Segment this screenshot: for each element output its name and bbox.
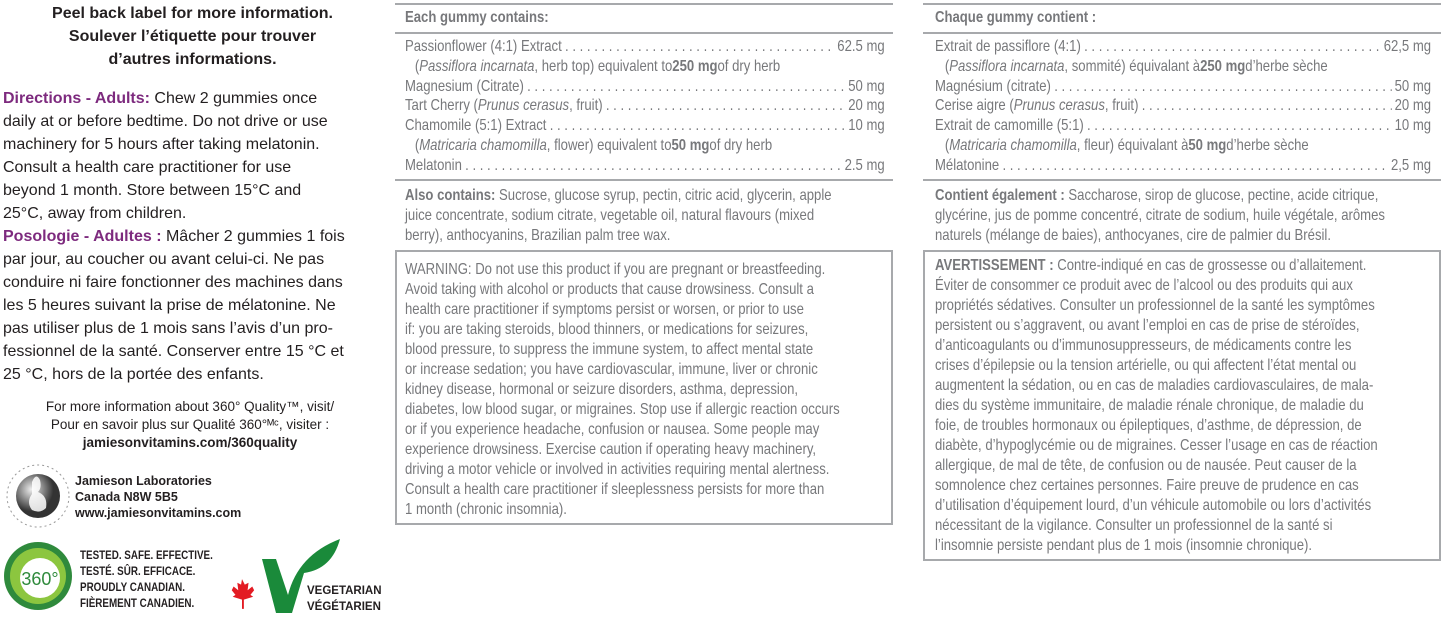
ingredient-amount: 20 mg <box>848 97 885 115</box>
english-warning <box>405 260 885 520</box>
text-segment: or if you experience headache, confusion or nausea. Some people may <box>405 421 820 438</box>
text-segment: , fruit) <box>1104 97 1139 115</box>
text-segment: of dry herb <box>717 57 781 75</box>
dot-leader <box>606 96 845 116</box>
text-segment: Chamomile (5:1) Extract <box>405 117 547 135</box>
text-segment: nécessitant de la vigilance. Consulter un professionnel de la santé si <box>935 517 1333 534</box>
directions-line <box>3 271 345 294</box>
text-segment: of dry herb <box>709 136 773 154</box>
english-ingredients <box>405 37 885 176</box>
ingredient-row <box>405 96 885 116</box>
dot-leader <box>1087 116 1391 136</box>
text-segment: d’utilisation d’équipement lourd, d’un véhicule automobile ou lors d’activités <box>935 497 1372 514</box>
warning-line <box>405 500 885 520</box>
text-segment: Magnésium (citrate) <box>935 77 1051 95</box>
maple-leaf-icon <box>228 578 256 610</box>
also-contains-line <box>405 206 885 226</box>
english-also-contains <box>405 186 885 246</box>
text-segment: juice concentrate, sodium citrate, vegetable oil, natural flavours (mixed <box>405 207 815 224</box>
section-heading: Posologie - Adultes : <box>3 228 162 245</box>
english-supplement-header: Each gummy contains: <box>405 9 549 26</box>
peel-back-fr-2: d’autres informations. <box>108 51 277 68</box>
french-panel <box>923 0 1443 565</box>
ingredient-row <box>935 96 1431 116</box>
ingredient-row <box>935 116 1431 136</box>
peel-back-fr-1: Soulever l’étiquette pour trouver <box>68 28 317 45</box>
warning-line <box>405 440 885 460</box>
warning-line <box>935 476 1431 496</box>
ingredient-row <box>405 116 885 136</box>
text-segment: Extrait de camomille (5:1) <box>935 117 1084 135</box>
directions-line <box>3 87 345 110</box>
text-segment: conduire ni faire fonctionner des machines dans <box>3 274 343 291</box>
vegetarian-en: VEGETARIAN <box>307 585 382 597</box>
ingredient-amount: 50 mg <box>848 77 885 95</box>
bold-text: 250 mg <box>1200 57 1246 75</box>
english-panel <box>395 0 895 530</box>
warning-line <box>935 316 1431 336</box>
text-segment: persistent ou s’aggravent, ou avant l’emploi en cas de prise de stéroïdes, <box>935 317 1360 334</box>
ingredient-name <box>935 37 1081 57</box>
ingredient-name <box>935 156 999 176</box>
no-animal-testing-seal-icon <box>2 462 72 532</box>
text-segment: Passionflower (4:1) Extract <box>405 38 562 55</box>
dot-leader <box>1142 96 1392 116</box>
text-segment: Consult a health care practitioner if sleeplessness persists for more than <box>405 481 825 498</box>
ingredient-detail <box>935 136 1431 156</box>
text-segment: propriétés sédatives. Consulter un professionnel de la santé les symptômes <box>935 297 1375 314</box>
text-segment: allergique, de mal de tête, de confusion ou de nausée. Peut causer de la <box>935 457 1357 474</box>
french-also-contains <box>935 186 1431 246</box>
text-segment: Extrait de passiflore (4:1) <box>935 38 1081 55</box>
latin-name: Passiflora incarnata <box>419 57 535 75</box>
text-segment: if: you are taking steroids, blood thinners, or medications for seizures, <box>405 321 809 338</box>
text-segment: Mélatonine <box>935 156 1000 174</box>
text-segment: les 5 heures suivant la prise de mélatonine. Ne <box>3 297 336 314</box>
text-segment: Sucrose, glucose syrup, pectin, citric acid, glycerin, apple <box>495 187 832 204</box>
text-segment: blood pressure, to suppress the immune system, to affect mental state <box>405 341 814 358</box>
text-segment: d’herbe sèche <box>1245 57 1328 75</box>
text-segment: health care practitioner if symptoms persist or worsen, or prior to use <box>405 301 804 318</box>
ingredient-detail <box>935 57 1431 77</box>
quality-360-badge-icon <box>2 540 74 612</box>
text-segment: 1 month (chronic insomnia). <box>405 501 567 518</box>
more-info-fr: Pour en savoir plus sur Qualité 360°ᴹᶜ, visiter : <box>50 417 330 432</box>
text-segment: experience drowsiness. Exercise caution if operating heavy machinery, <box>405 441 817 458</box>
warning-line <box>935 376 1431 396</box>
warning-line <box>935 396 1431 416</box>
tested-claims <box>80 547 213 611</box>
claim-tested-fr: TESTÉ. SÛR. EFFICACE. <box>80 564 196 578</box>
more-info <box>0 399 380 453</box>
dot-leader <box>1084 37 1380 57</box>
warning-line <box>405 280 885 300</box>
text-segment: ( <box>414 136 420 154</box>
text-segment: daily at or before bedtime. Do not drive or use <box>3 113 328 130</box>
text-segment: l’insomnie persiste pendant plus de 1 mois (insomnie chronique). <box>935 537 1313 554</box>
also-contains-line <box>405 186 885 206</box>
ingredient-name <box>405 156 462 176</box>
text-segment: augmentent la sédation, ou en cas de maladies cardiovasculaires, de mala- <box>935 377 1374 394</box>
latin-name: Matricaria chamomilla <box>949 136 1077 154</box>
warning-line <box>405 300 885 320</box>
directions-line <box>3 225 345 248</box>
french-warning <box>935 256 1431 556</box>
text-segment: d’anticoagulants ou d’immunosuppresseurs, de médicaments contre les <box>935 337 1352 354</box>
text-segment: diabète, d’hypoglycémie ou de migraines. Cesser l’usage en cas de réaction <box>935 437 1378 454</box>
warning-line <box>405 460 885 480</box>
warning-line <box>405 400 885 420</box>
ingredient-row <box>405 156 885 176</box>
ingredient-name <box>405 37 562 57</box>
warning-line <box>935 536 1431 556</box>
text-segment: foie, de troubles hormonaux ou épileptiques, d’asthme, de dépression, de <box>935 417 1362 434</box>
directions-line <box>3 202 345 225</box>
bold-text: 250 mg <box>672 57 718 75</box>
text-segment: , herb top) equivalent to <box>534 57 673 75</box>
text-segment: diabetes, low blood sugar, or migraines. Stop use if allergic reaction occurs <box>405 401 840 418</box>
text-segment: naturels (mélange de baies), anthocyanes, cire de palmier du Brésil. <box>935 227 1331 244</box>
warning-line <box>935 496 1431 516</box>
bold-text: Contient également : <box>935 187 1065 204</box>
warning-line <box>935 416 1431 436</box>
text-segment: Avoid taking with alcohol or products that cause drowsiness. Consult a <box>405 281 814 298</box>
ingredient-name <box>935 77 1051 97</box>
text-segment: Contre-indiqué en cas de grossesse ou d’allaitement. <box>1053 257 1367 274</box>
directions-text <box>3 87 345 386</box>
text-segment: glycérine, jus de pomme concentré, citrate de sodium, huile végétale, arômes <box>935 207 1385 224</box>
warning-line <box>935 436 1431 456</box>
bold-text: Also contains: <box>405 187 496 204</box>
ingredient-row <box>935 77 1431 97</box>
company-website[interactable]: www.jamiesonvitamins.com <box>75 506 242 520</box>
warning-line <box>405 260 885 280</box>
ingredient-name <box>405 96 603 116</box>
text-segment: kidney disease, hormonal or seizure disorders, asthma, depression, <box>405 381 799 398</box>
ingredient-row <box>935 156 1431 176</box>
vegetarian-label <box>307 583 382 615</box>
latin-name: Prunus cerasus <box>477 97 570 115</box>
warning-line <box>935 276 1431 296</box>
french-supplement-header: Chaque gummy contient : <box>935 9 1097 26</box>
directions-line <box>3 133 345 156</box>
directions-line <box>3 248 345 271</box>
latin-name: Passiflora incarnata <box>949 57 1065 75</box>
text-segment: , fruit) <box>569 97 603 115</box>
also-contains-line <box>935 186 1431 206</box>
section-heading: Directions - Adults: <box>3 90 150 107</box>
text-segment: par jour, au coucher ou avant celui-ci. Ne pas <box>3 251 325 268</box>
warning-line <box>405 360 885 380</box>
text-segment: berry), anthocyanins, Brazilian palm tree wax. <box>405 227 671 244</box>
text-segment: crises d’épilepsie ou la tension artérielle, ou qui affectent l’état mental ou <box>935 357 1357 374</box>
ingredient-name <box>405 77 524 97</box>
text-segment: Melatonin <box>405 156 462 174</box>
text-segment: Tart Cherry ( <box>405 97 478 115</box>
ingredient-row <box>405 37 885 57</box>
ingredient-amount: 20 mg <box>1394 97 1432 115</box>
text-segment: WARNING: Do not use this product if you are pregnant or breastfeeding. <box>405 261 826 278</box>
warning-line <box>405 420 885 440</box>
directions-line <box>3 179 345 202</box>
also-contains-line <box>935 206 1431 226</box>
more-info-en: For more information about 360° Quality™, visit/ <box>45 399 335 414</box>
ingredient-name <box>935 96 1138 116</box>
ingredient-detail <box>405 136 885 156</box>
text-segment: , fleur) équivalant à <box>1076 136 1189 154</box>
ingredient-amount: 2,5 mg <box>1390 156 1432 174</box>
claim-tested-en: TESTED. SAFE. EFFECTIVE. <box>80 548 213 562</box>
dot-leader <box>527 77 845 97</box>
bold-text: 50 mg <box>671 136 710 154</box>
badge-360-text: 360° <box>21 569 59 589</box>
warning-line <box>935 356 1431 376</box>
also-contains-line <box>935 226 1431 246</box>
dot-leader <box>550 116 845 136</box>
ingredient-amount: 62,5 mg <box>1383 38 1432 55</box>
text-segment: Éviter de consommer ce produit avec de l’alcool ou des produits qui aux <box>935 277 1353 294</box>
warning-line <box>935 256 1431 276</box>
text-segment: , flower) equivalent to <box>546 136 672 154</box>
quality-link[interactable]: jamiesonvitamins.com/360quality <box>82 435 298 450</box>
text-segment: , sommité) équivalant à <box>1064 57 1201 75</box>
claim-canadian-fr: FIÈREMENT CANADIEN. <box>80 596 195 610</box>
company-postal: Canada N8W 5B5 <box>75 490 178 504</box>
text-segment: Saccharose, sirop de glucose, pectine, acide citrique, <box>1064 187 1379 204</box>
ingredient-row <box>405 77 885 97</box>
directions-line <box>3 363 345 386</box>
also-contains-line <box>405 226 885 246</box>
warning-line <box>405 320 885 340</box>
text-segment: somnolence chez certaines personnes. Faire preuve de prudence en cas <box>935 477 1359 494</box>
text-segment: Chew 2 gummies once <box>149 90 318 107</box>
directions-line <box>3 317 345 340</box>
text-segment: or increase sedation; you have cardiovascular, immune, liver or chronic <box>405 361 818 378</box>
text-segment: fessionnel de la santé. Conserver entre 15 °C et <box>3 343 344 360</box>
peel-back-notice <box>0 2 385 71</box>
ingredient-amount: 2.5 mg <box>844 156 885 174</box>
text-segment: Cerise aigre ( <box>935 97 1014 115</box>
company-name: Jamieson Laboratories <box>75 474 212 488</box>
latin-name: Prunus cerasus <box>1013 97 1105 115</box>
text-segment: Magnesium (Citrate) <box>405 77 524 95</box>
dot-leader <box>565 37 834 57</box>
text-segment: dies du système immunitaire, de maladie rénale chronique, de maladie du <box>935 397 1364 414</box>
ingredient-detail <box>405 57 885 77</box>
text-segment: pas utiliser plus de 1 mois sans l’avis d’un pro- <box>3 320 333 337</box>
ingredient-amount: 10 mg <box>848 117 885 135</box>
directions-line <box>3 340 345 363</box>
warning-line <box>405 340 885 360</box>
text-segment: 25°C, away from children. <box>3 205 187 222</box>
ingredient-row <box>935 37 1431 57</box>
text-segment: driving a motor vehicle or involved in activities requiring mental alertness. <box>405 461 830 478</box>
warning-line <box>935 336 1431 356</box>
text-segment: d’herbe sèche <box>1226 136 1309 154</box>
text-segment: beyond 1 month. Store between 15°C and <box>3 182 302 199</box>
claim-canadian-en: PROUDLY CANADIAN. <box>80 580 185 594</box>
warning-line <box>935 456 1431 476</box>
bold-text: 50 mg <box>1188 136 1227 154</box>
text-segment: ( <box>414 57 420 75</box>
directions-line <box>3 110 345 133</box>
directions-line <box>3 294 345 317</box>
bold-text: AVERTISSEMENT : <box>935 257 1054 274</box>
ingredient-amount: 50 mg <box>1394 77 1432 95</box>
ingredient-name <box>935 116 1084 136</box>
directions-line <box>3 156 345 179</box>
dot-leader <box>465 156 841 176</box>
text-segment: machinery for 5 hours after taking melatonin. <box>3 136 320 153</box>
dot-leader <box>1002 156 1387 176</box>
text-segment: ( <box>944 57 950 75</box>
ingredient-amount: 10 mg <box>1394 117 1432 135</box>
text-segment: Mâcher 2 gummies 1 fois <box>161 228 345 245</box>
text-segment: 25 °C, hors de la portée des enfants. <box>3 366 264 383</box>
text-segment: Consult a health care practitioner for use <box>3 159 292 176</box>
warning-line <box>935 296 1431 316</box>
french-ingredients <box>935 37 1431 176</box>
latin-name: Matricaria chamomilla <box>419 136 547 154</box>
vegetarian-fr: VÉGÉTARIEN <box>307 601 381 613</box>
company-address <box>75 473 241 521</box>
text-segment: ( <box>944 136 950 154</box>
warning-line <box>405 380 885 400</box>
ingredient-name <box>405 116 546 136</box>
ingredient-amount: 62.5 mg <box>837 38 885 55</box>
warning-line <box>935 516 1431 536</box>
dot-leader <box>1054 77 1391 97</box>
peel-back-en: Peel back label for more information. <box>52 5 333 22</box>
warning-line <box>405 480 885 500</box>
